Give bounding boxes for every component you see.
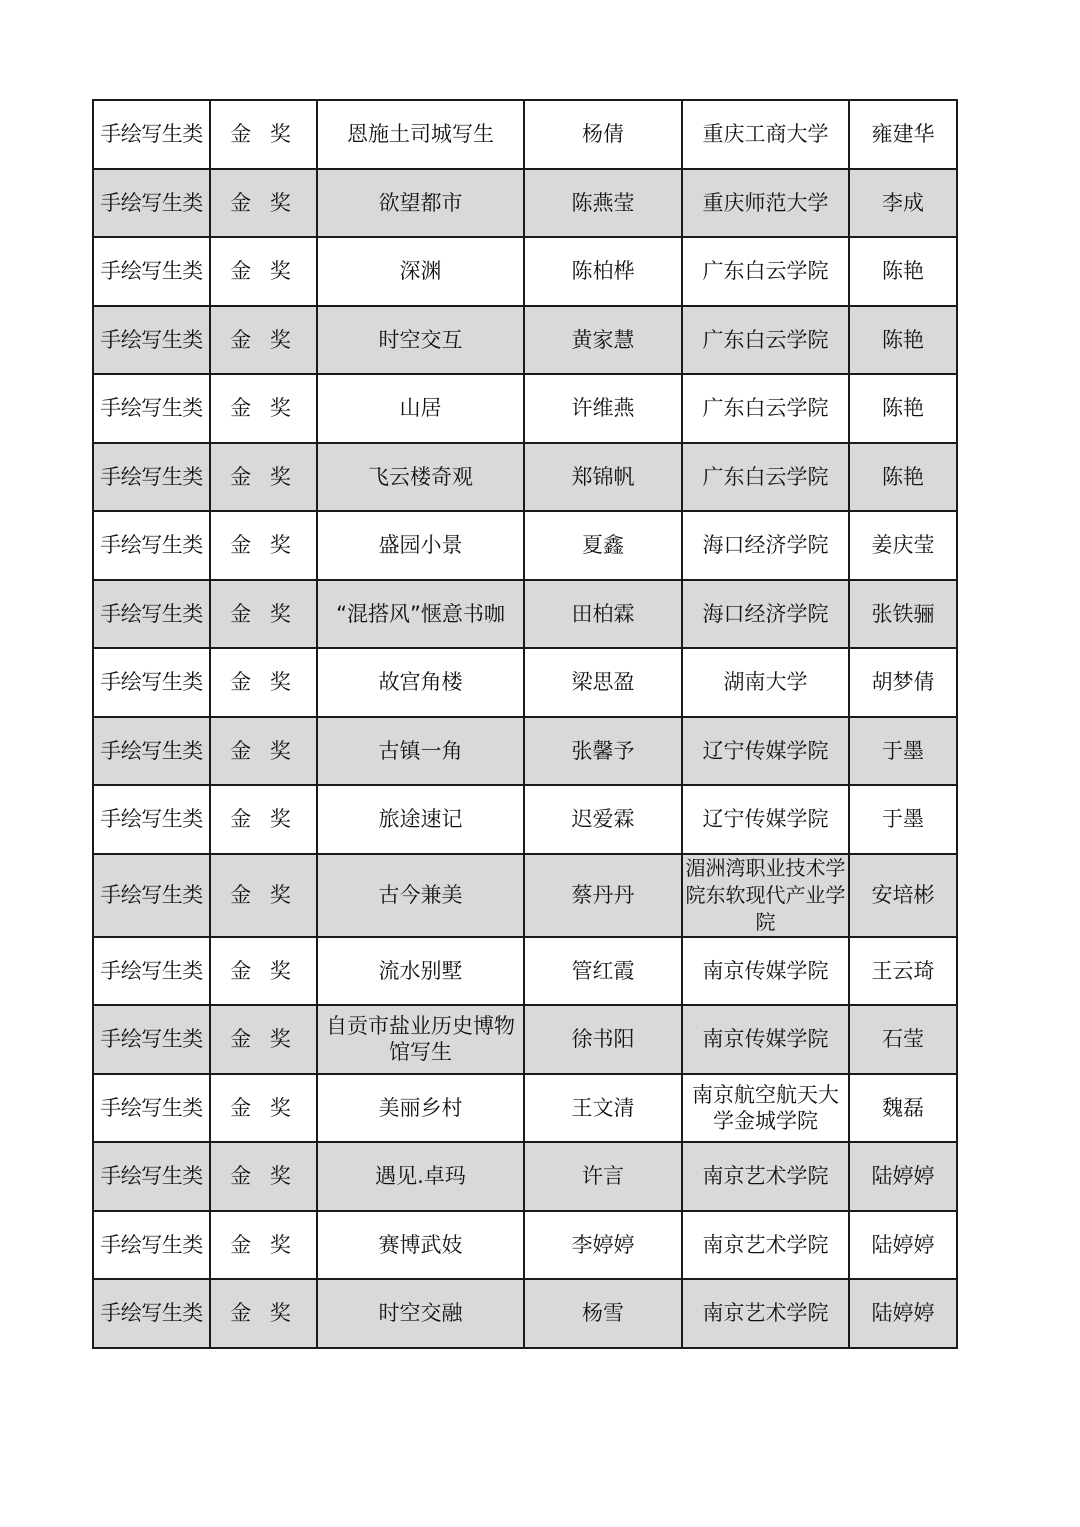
school-cell: 辽宁传媒学院: [682, 717, 849, 786]
teacher-name-cell: 陈艳: [849, 374, 957, 443]
category-cell: 手绘写生类: [93, 717, 210, 786]
category-cell: 手绘写生类: [93, 1074, 210, 1143]
category-cell: 手绘写生类: [93, 1005, 210, 1074]
category-cell: 手绘写生类: [93, 937, 210, 1006]
teacher-name-cell: 安培彬: [849, 854, 957, 937]
award-cell: 金 奖: [210, 169, 317, 238]
category-cell: 手绘写生类: [93, 854, 210, 937]
work-title-cell: “混搭风”惬意书咖: [317, 580, 524, 649]
table-row: [93, 374, 957, 443]
table-row: [93, 169, 957, 238]
table-row: [93, 1279, 957, 1348]
school-cell: 辽宁传媒学院: [682, 785, 849, 854]
table-row: [93, 237, 957, 306]
school-cell: 湖南大学: [682, 648, 849, 717]
teacher-name-cell: 李成: [849, 169, 957, 238]
award-cell: 金 奖: [210, 1142, 317, 1211]
category-cell: 手绘写生类: [93, 785, 210, 854]
student-name-cell: 李婷婷: [524, 1211, 682, 1280]
award-cell: 金 奖: [210, 854, 317, 937]
student-name-cell: 杨倩: [524, 100, 682, 169]
award-cell: 金 奖: [210, 1279, 317, 1348]
table-row: [93, 1211, 957, 1280]
work-title-cell: 流水别墅: [317, 937, 524, 1006]
category-cell: 手绘写生类: [93, 169, 210, 238]
student-name-cell: 梁思盈: [524, 648, 682, 717]
school-cell: 广东白云学院: [682, 306, 849, 375]
student-name-cell: 张馨予: [524, 717, 682, 786]
award-cell: 金 奖: [210, 1211, 317, 1280]
award-cell: 金 奖: [210, 237, 317, 306]
table-row: [93, 1005, 957, 1074]
table-row: [93, 717, 957, 786]
award-cell: 金 奖: [210, 306, 317, 375]
teacher-name-cell: 于墨: [849, 717, 957, 786]
student-name-cell: 郑锦帆: [524, 443, 682, 512]
student-name-cell: 蔡丹丹: [524, 854, 682, 937]
table-row: [93, 1142, 957, 1211]
teacher-name-cell: 张铁骊: [849, 580, 957, 649]
student-name-cell: 许言: [524, 1142, 682, 1211]
school-cell: 南京艺术学院: [682, 1142, 849, 1211]
teacher-name-cell: 姜庆莹: [849, 511, 957, 580]
category-cell: 手绘写生类: [93, 1211, 210, 1280]
school-cell: 广东白云学院: [682, 237, 849, 306]
work-title-cell: 故宫角楼: [317, 648, 524, 717]
school-cell: 南京艺术学院: [682, 1211, 849, 1280]
teacher-name-cell: 陆婷婷: [849, 1211, 957, 1280]
table-row: [93, 854, 957, 937]
school-cell: 南京传媒学院: [682, 937, 849, 1006]
student-name-cell: 陈燕莹: [524, 169, 682, 238]
work-title-cell: 恩施土司城写生: [317, 100, 524, 169]
award-cell: 金 奖: [210, 1074, 317, 1143]
school-cell: 南京艺术学院: [682, 1279, 849, 1348]
table-row: [93, 648, 957, 717]
award-cell: 金 奖: [210, 580, 317, 649]
award-cell: 金 奖: [210, 374, 317, 443]
work-title-cell: 遇见.卓玛: [317, 1142, 524, 1211]
student-name-cell: 徐书阳: [524, 1005, 682, 1074]
teacher-name-cell: 陈艳: [849, 443, 957, 512]
teacher-name-cell: 于墨: [849, 785, 957, 854]
teacher-name-cell: 魏磊: [849, 1074, 957, 1143]
teacher-name-cell: 雍建华: [849, 100, 957, 169]
work-title-cell: 旅途速记: [317, 785, 524, 854]
work-title-cell: 古镇一角: [317, 717, 524, 786]
work-title-cell: 时空交互: [317, 306, 524, 375]
award-cell: 金 奖: [210, 717, 317, 786]
work-title-cell: 美丽乡村: [317, 1074, 524, 1143]
school-cell: 重庆师范大学: [682, 169, 849, 238]
work-title-cell: 欲望都市: [317, 169, 524, 238]
award-cell: 金 奖: [210, 443, 317, 512]
student-name-cell: 王文清: [524, 1074, 682, 1143]
work-title-cell: 深渊: [317, 237, 524, 306]
student-name-cell: 迟爱霖: [524, 785, 682, 854]
category-cell: 手绘写生类: [93, 1279, 210, 1348]
teacher-name-cell: 胡梦倩: [849, 648, 957, 717]
school-cell: 重庆工商大学: [682, 100, 849, 169]
category-cell: 手绘写生类: [93, 648, 210, 717]
teacher-name-cell: 王云琦: [849, 937, 957, 1006]
award-cell: 金 奖: [210, 937, 317, 1006]
school-cell: 广东白云学院: [682, 374, 849, 443]
student-name-cell: 陈柏桦: [524, 237, 682, 306]
school-cell: 南京航空航天大学金城学院: [682, 1074, 849, 1143]
category-cell: 手绘写生类: [93, 443, 210, 512]
student-name-cell: 夏鑫: [524, 511, 682, 580]
work-title-cell: 山居: [317, 374, 524, 443]
award-cell: 金 奖: [210, 511, 317, 580]
student-name-cell: 田柏霖: [524, 580, 682, 649]
category-cell: 手绘写生类: [93, 237, 210, 306]
table-row: [93, 937, 957, 1006]
category-cell: 手绘写生类: [93, 306, 210, 375]
student-name-cell: 许维燕: [524, 374, 682, 443]
work-title-cell: 盛园小景: [317, 511, 524, 580]
work-title-cell: 自贡市盐业历史博物馆写生: [317, 1005, 524, 1074]
table-row: [93, 306, 957, 375]
category-cell: 手绘写生类: [93, 374, 210, 443]
teacher-name-cell: 石莹: [849, 1005, 957, 1074]
teacher-name-cell: 陈艳: [849, 306, 957, 375]
student-name-cell: 管红霞: [524, 937, 682, 1006]
award-cell: 金 奖: [210, 785, 317, 854]
award-table: [92, 99, 958, 1349]
teacher-name-cell: 陆婷婷: [849, 1279, 957, 1348]
category-cell: 手绘写生类: [93, 580, 210, 649]
work-title-cell: 飞云楼奇观: [317, 443, 524, 512]
work-title-cell: 时空交融: [317, 1279, 524, 1348]
school-cell: 海口经济学院: [682, 511, 849, 580]
table-row: [93, 1074, 957, 1143]
award-cell: 金 奖: [210, 648, 317, 717]
school-cell: 海口经济学院: [682, 580, 849, 649]
student-name-cell: 黄家慧: [524, 306, 682, 375]
school-cell: 湄洲湾职业技术学院东软现代产业学院: [682, 854, 849, 937]
table-row: [93, 443, 957, 512]
work-title-cell: 古今兼美: [317, 854, 524, 937]
category-cell: 手绘写生类: [93, 100, 210, 169]
award-cell: 金 奖: [210, 1005, 317, 1074]
school-cell: 南京传媒学院: [682, 1005, 849, 1074]
table-row: [93, 580, 957, 649]
work-title-cell: 赛博武妓: [317, 1211, 524, 1280]
school-cell: 广东白云学院: [682, 443, 849, 512]
award-table-body: [93, 100, 957, 1348]
student-name-cell: 杨雪: [524, 1279, 682, 1348]
table-row: [93, 785, 957, 854]
table-row: [93, 511, 957, 580]
category-cell: 手绘写生类: [93, 511, 210, 580]
table-row: [93, 100, 957, 169]
award-cell: 金 奖: [210, 100, 317, 169]
teacher-name-cell: 陆婷婷: [849, 1142, 957, 1211]
teacher-name-cell: 陈艳: [849, 237, 957, 306]
category-cell: 手绘写生类: [93, 1142, 210, 1211]
